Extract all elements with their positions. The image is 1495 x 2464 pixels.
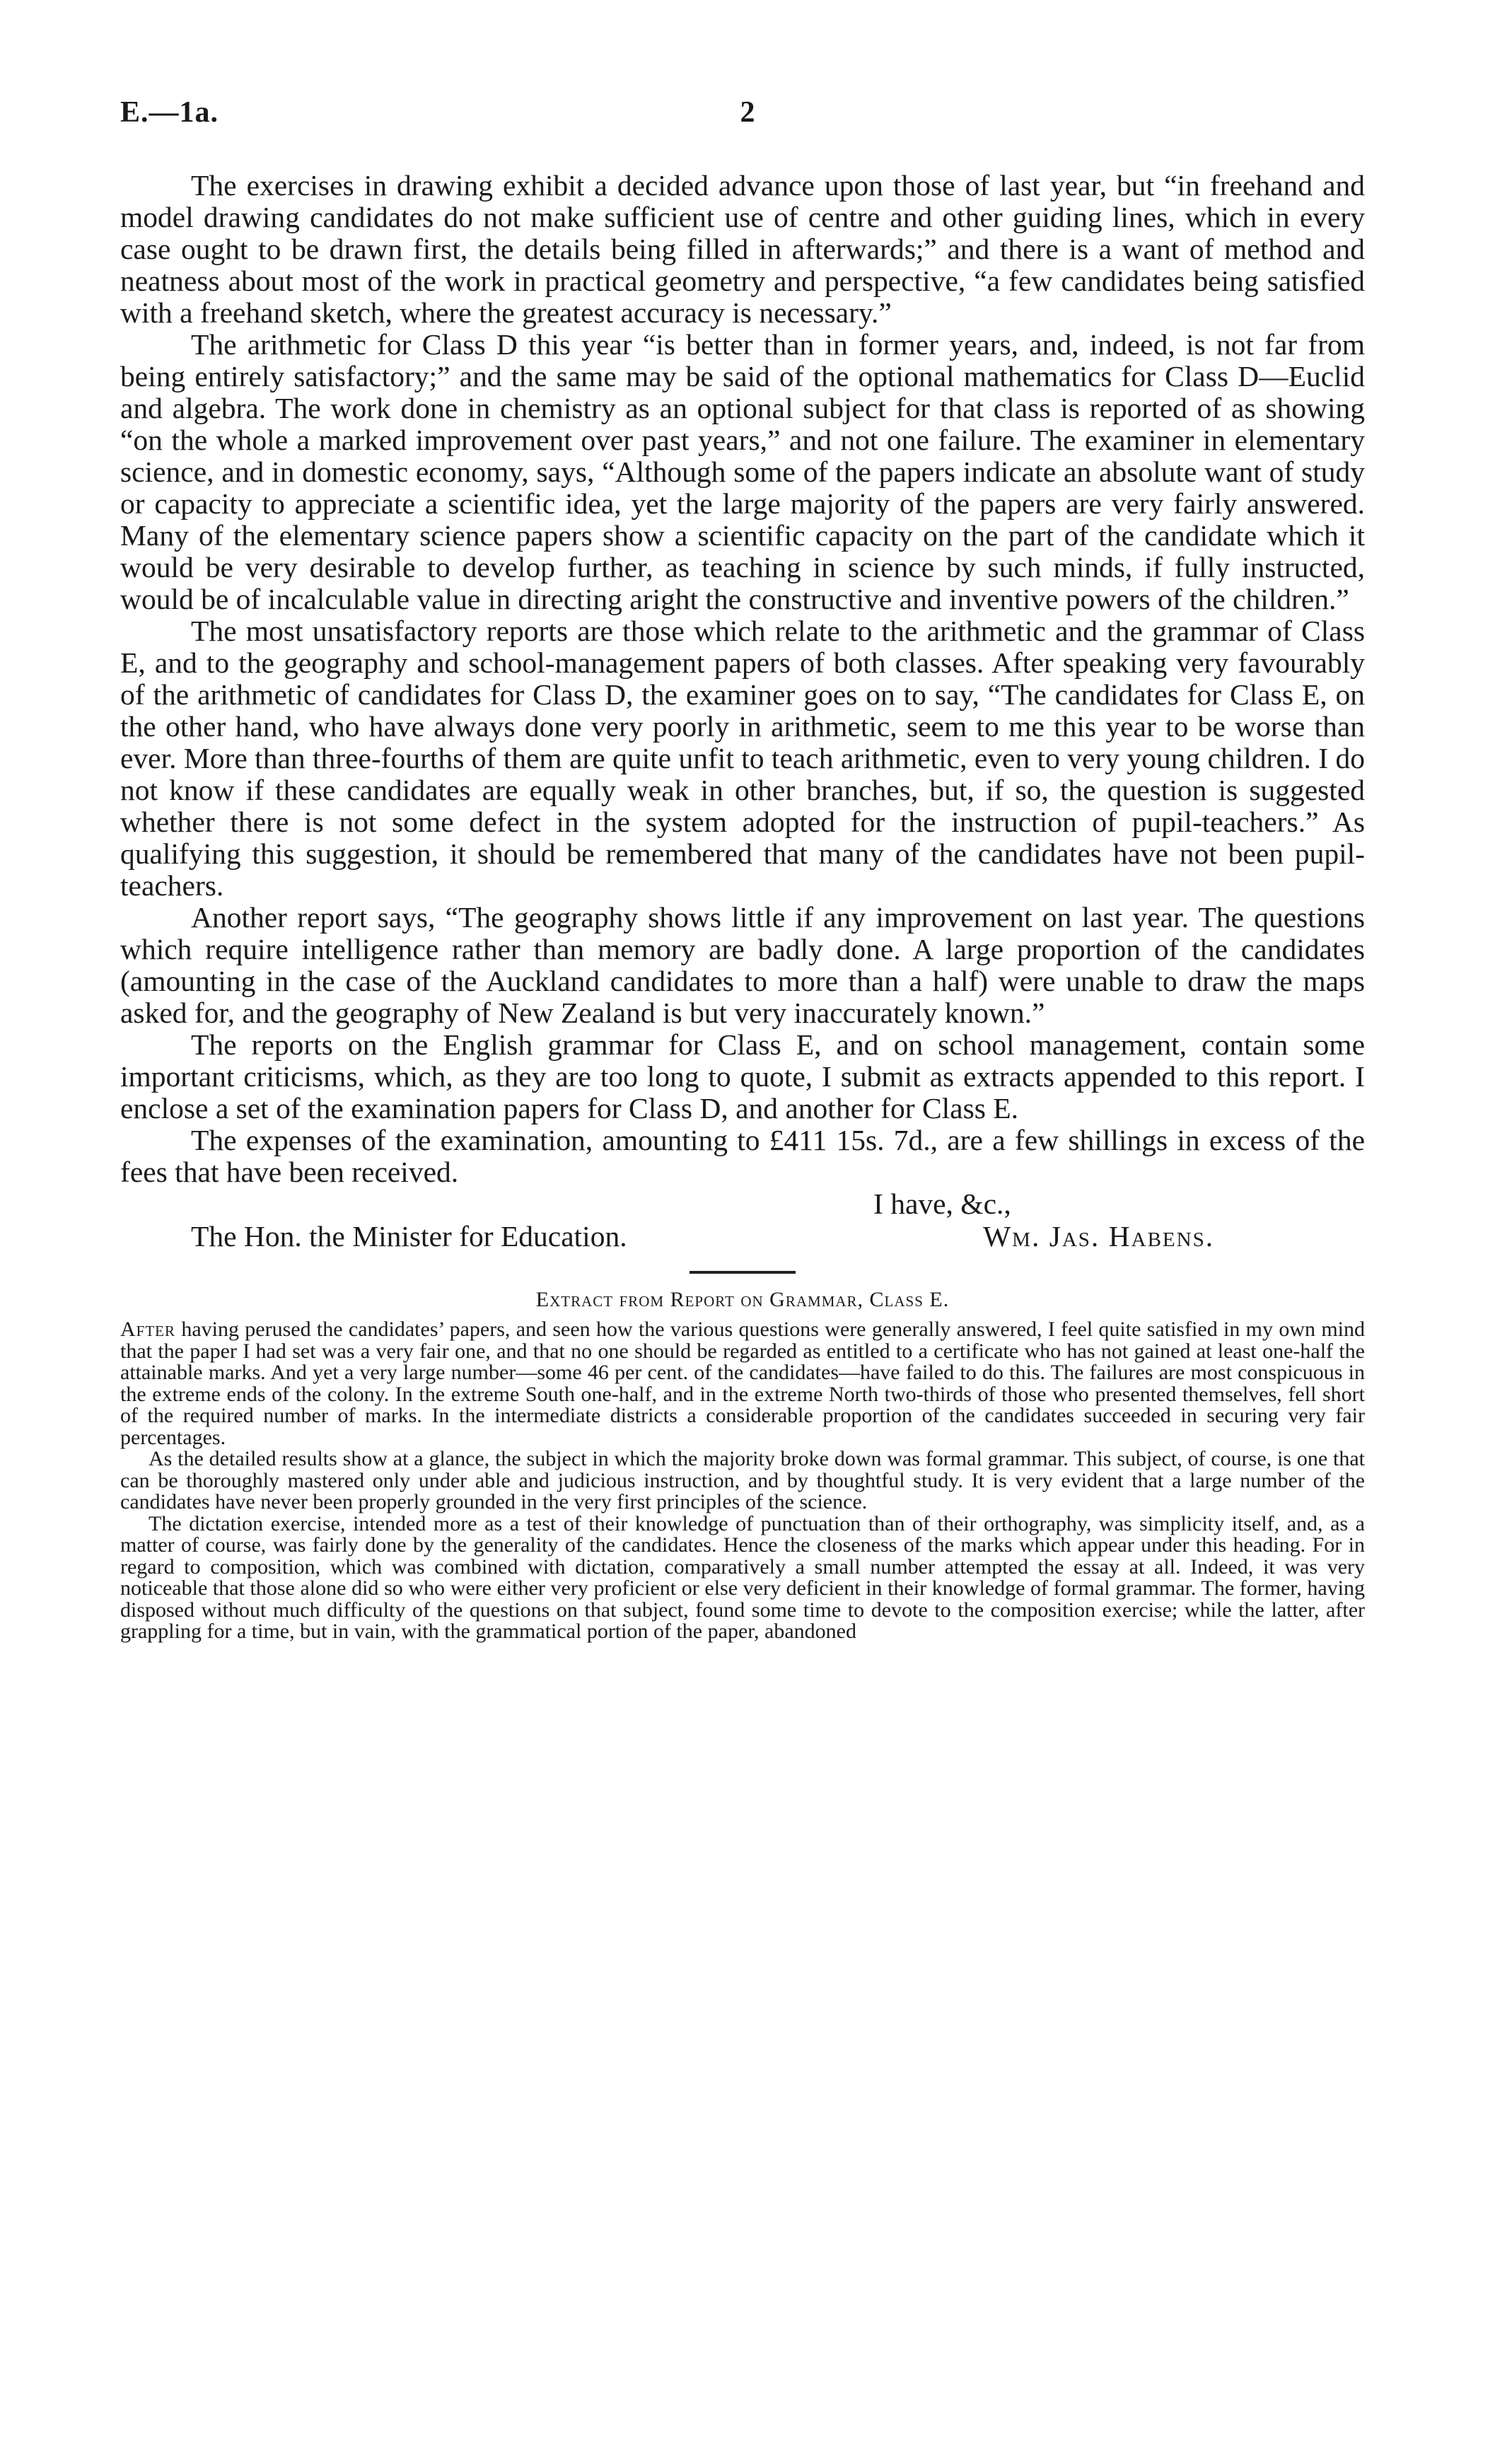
extract-paragraph-1 — [120, 1319, 1365, 1448]
page-header — [120, 95, 1375, 138]
paragraph-drawing: The exercises in drawing exhibit a decided advance upon those of last year, but “in freehand and model drawing candidates do not make sufficient use of centre and other guiding lines, which in every case ought to be drawn first, the details being filled in afterwards;” and there is a want of method and neatness about most of the work in practical geometry and perspective, “a few candidates being satisfied with a freehand sketch, where the greatest accuracy is necessary.” — [120, 169, 1365, 329]
extract-paragraph-3: The dictation exercise, intended more as a test of their knowledge of punctuation than of their orthography, was simplicity itself, and, as a matter of course, was fairly done by the generality of the candidates. Hence the closeness of the marks which appear under this heading. For in regard to composition, which was combined with dictation, comparatively a small number attempted the essay at all. Indeed, it was very noticeable that those alone did so who were either very proficient or else very deficient in their knowledge of formal grammar. The former, having disposed without much difficulty of the questions on that subject, found some time to devote to the composition exercise; while the latter, after grappling for a time, but in vain, with the grammatical portion of the paper, abandoned — [120, 1511, 1365, 1643]
letter-body — [120, 170, 1365, 1643]
paragraph-extracts: The reports on the English grammar for Class E, and on school management, contain some important criticisms, which, as they are too long to quote, I submit as extracts appended to this report. I enclose a set of the examination papers for Class D, and another for Class E. — [120, 1028, 1365, 1125]
extract-lead-word: After — [120, 1318, 176, 1341]
extract-body — [120, 1319, 1365, 1643]
addressee: The Hon. the Minister for Education. — [191, 1220, 627, 1253]
closing-salutation: I have, &c., — [873, 1187, 1011, 1220]
document-reference: E.—1a. — [120, 96, 219, 129]
paragraph-expenses: The expenses of the examination, amounting to £411 15s. 7d., are a few shillings in excess of the fees that have been received. — [120, 1124, 1365, 1188]
section-divider — [690, 1271, 796, 1274]
extract-paragraph-1-text: having perused the candidates’ papers, and seen how the various questions were generally answered, I feel quite satisfied in my own mind that the paper I had set was a very fair one, and that no one should be regarded as entitled to a certificate who has not gained at least one-half the attainable marks. And yet a very large number—some 46 per cent. of the candidates—have failed to do this. The failures are most conspicuous in the extreme ends of the colony. In the extreme South one-half, and in the extreme North two-thirds of those who presented themselves, fell short of the required number of marks. In the intermediate districts a considerable proportion of the candidates succeeded in securing very fair percentages. — [120, 1318, 1365, 1449]
paragraph-arithmetic: The arithmetic for Class D this year “is better than in former years, and, indeed, is not far from being entirely satisfactory;” and the same may be said of the optional mathematics for Class D—Euclid and algebra. The work done in chemistry as an optional subject for that class is reported of as showing “on the whole a marked improvement over past years,” and not one failure. The examiner in elementary science, and in domestic economy, says, “Although some of the papers indicate an absolute want of study or capacity to appreciate a scientific idea, yet the large majority of the papers are very fairly answered. Many of the elementary science papers show a scientific capacity on the part of the candidate which it would be very desirable to develop further, as teaching in science by such minds, if fully instructed, would be of incalculable value in directing aright the constructive and inventive powers of the children.” — [120, 328, 1365, 615]
extract-title: Extract from Report on Grammar, Class E. — [535, 1288, 950, 1311]
extract-paragraph-2: As the detailed results show at a glance, the subject in which the majority broke down was formal grammar. This subject, of course, is one that can be thoroughly mastered only under able and judicious instruction, and by thoughtful study. It is very evident that a large number of the candidates have never been properly grounded in the very first principles of the science. — [120, 1447, 1365, 1513]
paragraph-unsatisfactory-reports: The most unsatisfactory reports are those which relate to the arithmetic and the grammar of Class E, and to the geography and school-management papers of both classes. After speaking very favourably of the arithmetic of candidates for Class D, the examiner goes on to say, “The candidates for Class E, on the other hand, who have always done very poorly in arithmetic, seem to me this year to be worse than ever. More than three-fourths of them are quite unfit to teach arithmetic, even to very young children. I do not know if these candidates are equally weak in other branches, but, if so, the question is suggested whether there is not some defect in the system adopted for the instruction of pupil-teachers.” As qualifying this suggestion, it should be remembered that many of the candidates have not been pupil-teachers. — [120, 615, 1365, 902]
letter-closing — [120, 1188, 1365, 1255]
paragraph-geography: Another report says, “The geography shows little if any improvement on last year. The questions which require intelligence rather than memory are badly done. A large proportion of the candidates (amounting in the case of the Auckland candidates to more than a half) were unable to draw the maps asked for, and the geography of New Zealand is but very inaccurately known.” — [120, 901, 1365, 1029]
page-number: 2 — [740, 96, 755, 129]
signature: Wm. Jas. Habens. — [983, 1220, 1215, 1253]
